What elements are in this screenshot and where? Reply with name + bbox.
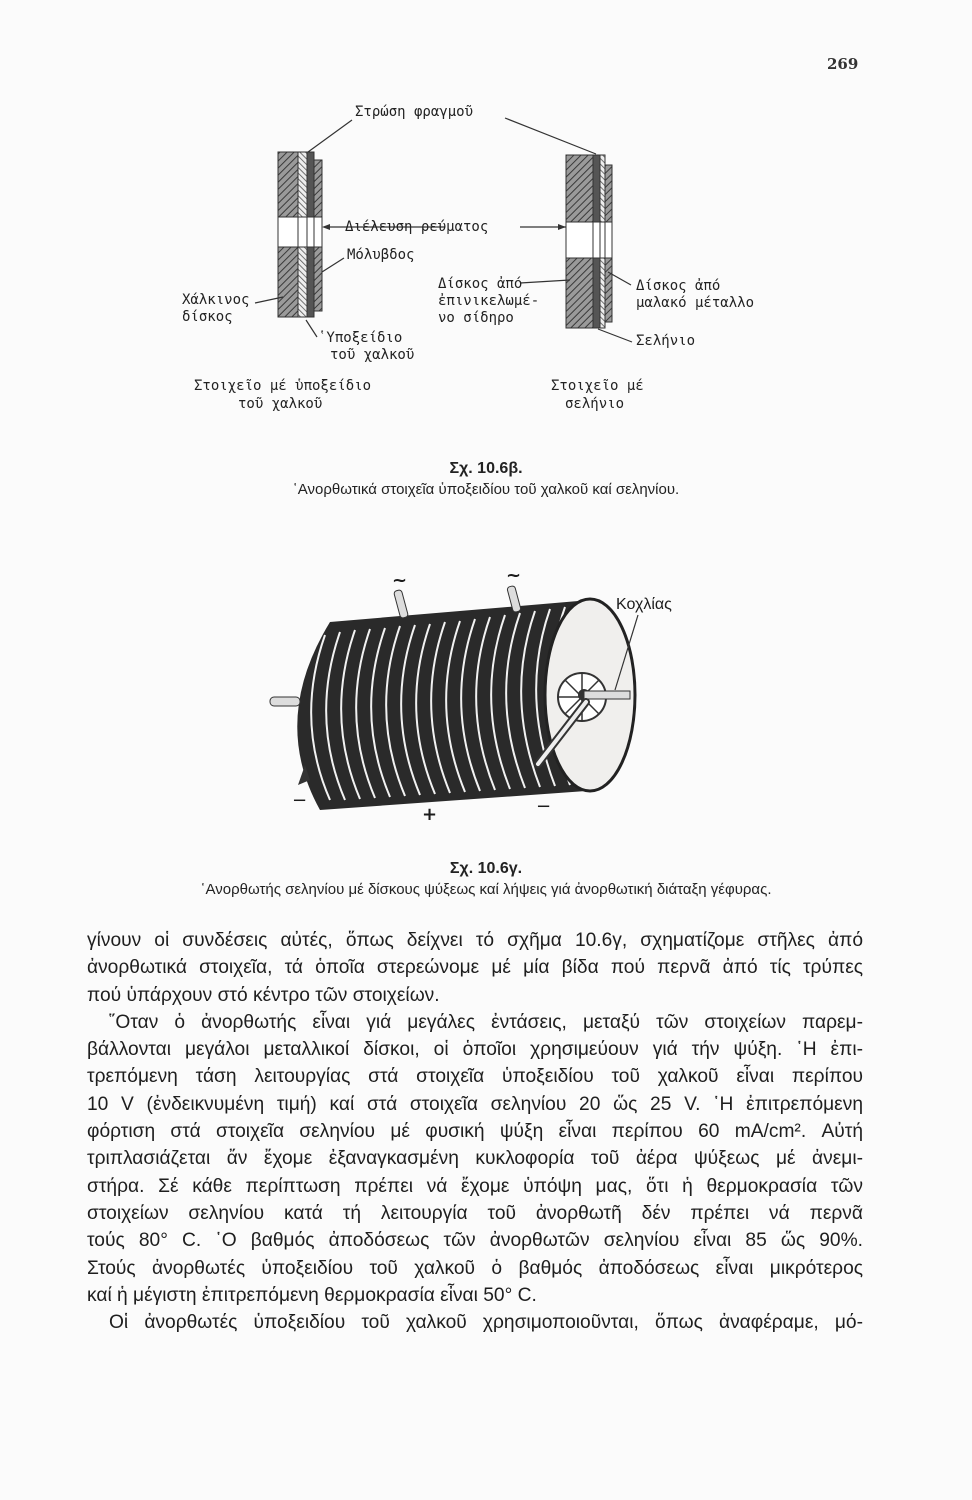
label-soft-metal-1: Δίσκος ἀπό xyxy=(636,278,721,294)
body-line: Οἱ ἀνορθωτές ὑποξειδίου τοῦ χαλκοῦ χρησιμοποιοῦνται, ὅπως ἀναφέραμε, μό- xyxy=(109,1312,863,1334)
body-line: καί ἡ μέγιστη ἐπιτρεπόμενη θερμοκρασία εἶναι 50° C. xyxy=(87,1284,537,1306)
body-line: στήρα. Σέ κάθε περίπτωση πρέπει νά ἔχομε ὑπόψη μας, ὅτι ἡ θερμοκρασία τῶν xyxy=(87,1175,863,1197)
label-nickel-iron-3: νο σίδηρο xyxy=(438,310,514,326)
figure-b-caption-title: Σχ. 10.6β. xyxy=(449,460,523,477)
label-copper-oxide-2: τοῦ χαλκοῦ xyxy=(330,347,415,363)
label-nickel-iron-1: Δίσκος ἀπό xyxy=(438,276,523,292)
body-line: στοιχείων σεληνίου κατά τή λειτουργία τοῦ ἀνορθωτῆ δέν πρέπει νά περνᾶ xyxy=(87,1202,863,1224)
label-element-selenium-1: Στοιχεῖο μέ xyxy=(551,378,644,394)
body-line: γίνουν οἱ συνδέσεις αὐτές, ὅπως δείχνει τό σχῆμα 10.6γ, σχηματίζομε στῆλες ἀπό xyxy=(87,930,863,951)
label-soft-metal-2: μαλακό μέταλλο xyxy=(636,295,755,311)
figure-b-caption-text: ῾Ανορθωτικά στοιχεῖα ὑποξειδίου τοῦ χαλκοῦ καί σεληνίου. xyxy=(292,481,680,498)
body-line: τριπλασιάζεται ἄν ἔχομε ἐξαναγκασμένη κυκλοφορία τοῦ ἀέρα ψύξεως μέ ἀνεμι- xyxy=(87,1148,863,1170)
label-current-passage: Διέλευση ρεύματος xyxy=(345,219,489,235)
body-line: τούς 80° C. ῾Ο βαθμός ἀποδόσεως τῶν ἀνορθωτῶν σεληνίου εἶναι 85 ὥς 90%. xyxy=(87,1230,863,1252)
minus-terminal-left-symbol: − xyxy=(292,790,308,811)
body-line: 10 V (ἐνδεικνυμένη τιμή) καί στά στοιχεῖα σεληνίου 20 ὥς 25 V. ῾Η ἐπιτρεπόμενη xyxy=(87,1093,863,1115)
ac-terminal-1-symbol: ~ xyxy=(392,570,408,591)
body-line: βάλλονται μεγάλοι μεταλλικοί δίσκοι, οἱ ὁποῖοι χρησιμεύουν γιά τήν ψύξη. ῾Η ἐπι- xyxy=(87,1039,863,1061)
label-nickel-iron-2: ἐπινικελωμέ- xyxy=(438,293,540,309)
label-copper-disk-2: δίσκος xyxy=(182,309,233,325)
label-element-oxide-1: Στοιχεῖο μέ ὑποξείδιο xyxy=(194,378,372,394)
label-copper-disk-1: Χάλκινος xyxy=(182,292,250,308)
body-line: φόρτιση στά στοιχεῖα σεληνίου μέ φυσική ψύξη εἶναι περίπου 60 mA/cm². Αὐτή xyxy=(87,1121,863,1143)
minus-terminal-right-symbol: − xyxy=(536,796,552,817)
label-copper-oxide-1: ῾Υποξείδιο xyxy=(318,330,403,346)
body-line: πού ὑπάρχουν στό κέντρο τῶν στοιχείων. xyxy=(87,984,440,1006)
plus-terminal-symbol: + xyxy=(422,804,438,825)
body-line: ἀνορθωτικά στοιχεῖα, τά ὁποῖα στερεώνομε μέ μία βίδα πού περνᾶ ἀπό τίς τρύπες xyxy=(87,957,863,979)
label-element-oxide-2: τοῦ χαλκοῦ xyxy=(238,396,323,412)
selenium-rectifier-stack xyxy=(270,585,638,810)
label-lead: Μόλυβδος xyxy=(347,247,415,263)
body-line: τρεπόμενη τάση λειτουργίας στά στοιχεῖα ὑποξειδίου τοῦ χαλκοῦ εἶναι περίπου xyxy=(87,1066,863,1088)
figure-g-caption-text: ῾Ανορθωτής σεληνίου μέ δίσκους ψύξεως καί λήψεις γιά ἀνορθωτική διάταξη γέφυρας. xyxy=(200,881,772,898)
body-text xyxy=(87,927,863,1336)
ac-terminal-2-symbol: ~ xyxy=(506,565,522,586)
label-selenium: Σελήνιο xyxy=(636,333,696,349)
body-line: Στούς ἀνορθωτές ὑποξειδίου τοῦ χαλκοῦ ὁ βαθμός ἀποδόσεως εἶναι μικρότερος xyxy=(87,1257,863,1279)
label-bolt: Κοχλίας xyxy=(616,596,672,613)
figure-g-caption-title: Σχ. 10.6γ. xyxy=(449,860,523,877)
body-line: ῞Οταν ὁ ἀνορθωτής εἶναι γιά μεγάλες ἐντάσεις, μεταξύ τῶν στοιχείων παρεμ- xyxy=(109,1011,863,1033)
label-barrier-layer: Στρώση φραγμοῦ xyxy=(355,104,474,120)
label-element-selenium-2: σελήνιο xyxy=(565,396,625,412)
page-number: 269 xyxy=(827,55,859,73)
